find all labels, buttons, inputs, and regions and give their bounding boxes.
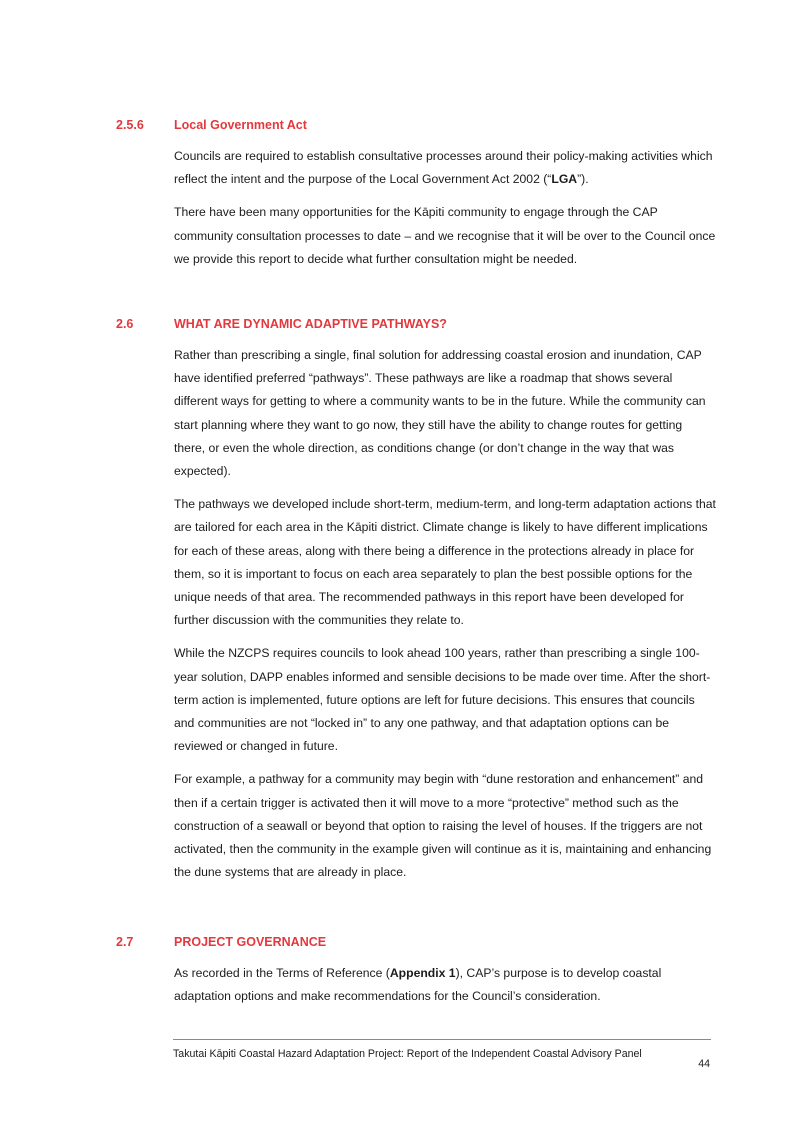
section-2-7 xyxy=(116,932,716,1008)
footer-title: Takutai Kāpiti Coastal Hazard Adaptation Project: Report of the Independent Coastal Advisory Panel xyxy=(173,1048,642,1060)
section-2-5-6 xyxy=(116,115,716,271)
section-number: 2.6 xyxy=(116,317,134,331)
paragraph: For example, a pathway for a community may begin with “dune restoration and enhancement” and then if a certain trigger is activated then it will move to a more “protective” method such as the construction of a seawall or beyond that option to raising the level of houses. If the triggers are not activated, then the community in the example given will continue as it is, maintaining and enhancing the dune systems that are already in place. xyxy=(174,772,712,880)
section-title: Local Government Act xyxy=(174,118,307,132)
paragraph: While the NZCPS requires councils to look ahead 100 years, rather than prescribing a single 100-year solution, DAPP enables informed and sensible decisions to be made over time. After the short-term action is implemented, future options are left for future decisions. This ensures that councils and communities are not “locked in” to any one pathway, and that adaptation options can be reviewed or changed in future. xyxy=(174,646,711,754)
text-run: ), CAP’s purpose is to develop coastal adaptation options and make recommendations for the Council’s consideration. xyxy=(174,966,662,1004)
paragraph xyxy=(174,145,716,191)
paragraph: There have been many opportunities for the Kāpiti community to engage through the CAP community consultation processes to date – and we recognise that it will be over to the Council once we provide this report to decide what further consultation might be needed. xyxy=(174,205,716,266)
section-heading xyxy=(116,932,716,952)
bold-term: Appendix 1 xyxy=(389,966,456,980)
section-number: 2.7 xyxy=(116,935,134,949)
section-heading xyxy=(116,314,716,334)
text-run: Councils are required to establish consultative processes around their policy-making activities which reflect the intent and the purpose of the Local Government Act 2002 (“ xyxy=(174,149,713,187)
paragraph: The pathways we developed include short-term, medium-term, and long-term adaptation actions that are tailored for each area in the Kāpiti district. Climate change is likely to have different implications for each of these areas, along with there being a difference in the protections already in place for them, so it is important to focus on each area separately to plan the best possible options for the unique needs of that area. The recommended pathways in this report have been developed for further discussion with the communities they relate to. xyxy=(174,497,716,628)
section-number: 2.5.6 xyxy=(116,118,144,132)
footer-divider xyxy=(173,1039,711,1040)
bold-term: LGA xyxy=(551,172,578,187)
section-title: PROJECT GOVERNANCE xyxy=(174,935,327,949)
paragraph: Rather than prescribing a single, final solution for addressing coastal erosion and inundation, CAP have identified preferred “pathways”. These pathways are like a roadmap that shows several different ways for getting to where a community wants to be in the future. While the community can start planning where they want to go now, they still have the ability to change routes for getting there, or even the whole direction, as conditions change (or don’t change in the way that was expected). xyxy=(174,348,706,479)
section-2-6 xyxy=(116,314,716,884)
section-title: WHAT ARE DYNAMIC ADAPTIVE PATHWAYS? xyxy=(174,317,447,331)
paragraph xyxy=(174,962,716,1008)
text-run: ”). xyxy=(577,172,589,187)
page-number: 44 xyxy=(698,1058,710,1070)
section-heading xyxy=(116,115,716,135)
text-run: As recorded in the Terms of Reference ( xyxy=(174,966,390,980)
